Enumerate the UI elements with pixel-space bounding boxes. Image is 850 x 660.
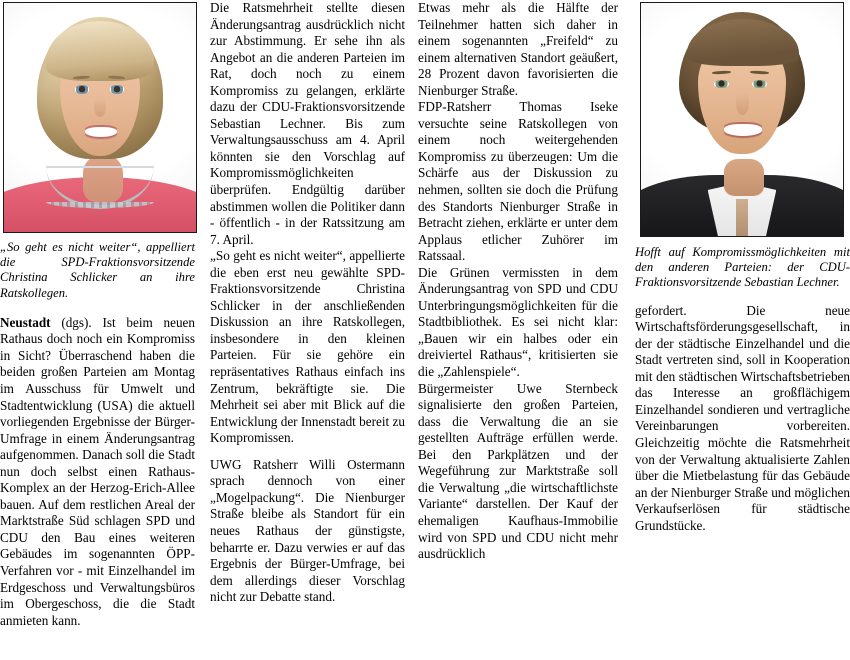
article-paragraph-lede [0, 315, 195, 629]
article-paragraph-c3-1: Etwas mehr als die Hälfte der Teilnehmer hatten sich daher in einem sogenannten „Freifeld“ zu einem alternativen Standort geäußert, 28 Prozent davon favorisierten die Nienburger Straße. [418, 0, 618, 98]
article-paragraph-c2-2: „So geht es nicht weiter“, appellierte die eben erst neu gewählte SPD-Fraktionsvorsitzende Christina Schlicker in der anschließenden Diskussion an ihre Ratskollegen, insbesondere in den kleinen Parteien. Für sie gehöre ein repräsentatives Rathaus einfach ins Zentrum, bekräftigte sie. Die Mehrheit sei aber mit Blick auf die Entwicklung der Innenstadt bereit zu Kompromissen. [210, 248, 405, 446]
article-paragraph-c2-1: Die Ratsmehrheit stellte diesen Änderungsantrag ausdrücklich nicht zur Abstimmung. Er sehe ihn als Angebot an die anderen Parteien im Rat, doch noch zu einem Kompromiss zu gelangen, erklärte dazu der CDU-Fraktionsvorsitzende Sebastian Lechner. Bis zum Verwaltungsausschuss am 4. April könnten sie den Vorschlag auf Kompromissmöglichkeiten überprüfen. Endgültig darüber abstimmen wollen die Politiker dann - öffentlich - in der Ratssitzung am 7. April. [210, 0, 405, 247]
photo-eye-left [714, 80, 729, 88]
dateline: Neustadt [0, 314, 51, 330]
photo-neck [724, 159, 764, 196]
article-column-4 [630, 0, 850, 660]
portrait-image-a [4, 3, 196, 232]
article-paragraph-c3-2: FDP-Ratsherr Thomas Iseke versuchte seine Ratskollegen von einem noch weitergehenden Kompromiss zu überzeugen: Um die Schärfe aus der Diskussion zu nehmen, sollten sie doch die Prüfung des Standorts Nienburger Straße in Betracht ziehen, erklärte er unter dem Applaus etlicher Zuhörer im Ratssaal. [418, 99, 618, 264]
photo-eye-right [110, 85, 124, 93]
photo-caption-sebastian-lechner: Hofft auf Kompromissmöglichkeiten mit den anderen Parteien: der CDU-Fraktionsvorsitzende Sebastian Lechner. [635, 245, 850, 290]
article-paragraph-c4-1: gefordert. Die neue Wirtschaftsförderungsgesellschaft, in der der städtische Einzelhandel und die Stadt vertreten sind, soll in Kooperation mit den städtischen Wirtschaftsbetrieben das Interesse an großflächigem Einzelhandel sondieren und vertragliche Vereinbarungen vorbereiten. Gleichzeitig möchte die Ratsmehrheit von der Verwaltung aktualisierte Zahlen über die Mietbelastung für das Gebäude an der Nienburger Straße und möglichen Verkaufserlösen für städtische Grundstücke. [635, 302, 850, 533]
photo-necklace [46, 166, 154, 209]
dateline-credit-wrap [51, 315, 92, 330]
photo-caption-christina-schlicker: „So geht es nicht weiter“, appelliert die SPD-Fraktionsvorsitzende Christina Schlicker an ihre Ratskollegen. [0, 240, 195, 300]
photo-mouth [85, 127, 118, 137]
portrait-image-b [641, 3, 843, 236]
article-paragraph-c3-3: Die Grünen vermissten in dem Änderungsantrag von SPD und CDU Unterbringungsmöglichkeiten für die Stadtbibliothek. Es sei nicht klar: „Bauen wir ein halbes oder ein dreiviertel Rathaus“, kritisierten sie die „Zahlenspiele“. [418, 264, 618, 380]
article-column-1 [0, 0, 207, 660]
photo-eye-left [75, 85, 89, 93]
lede-body: Ist beim neuen Rathaus doch noch ein Kompromiss in Sicht? Überraschend haben die beiden großen Parteien am Montag im Ausschuss für Umwelt und Stadtentwicklung (USA) die aktuell vorliegenden Ergebnisse der Bürger-Umfrage in einem Änderungsantrag aufgenommen. Danach soll die Stadt nun doch selbst einen Rathaus-Komplex an der Herzog-Erich-Allee bauen. Auf dem restlichen Areal der Marktstraße Süd schlagen SPD und CDU den Bau eines weiteren Gebäudes im sogenannten ÖPP-Verfahren vor - mit Einzelhandel im Erdgeschoss und Verwaltungsbüros im Obergeschoss, die die Stadt anmieten kann. [0, 314, 196, 628]
dateline-credit: (dgs). [61, 314, 92, 330]
photo-eye-right [752, 80, 767, 88]
article-column-2 [207, 0, 415, 660]
photo-collar-gap [736, 199, 748, 236]
portrait-photo-christina-schlicker [3, 2, 197, 233]
photo-nose [94, 97, 106, 118]
portrait-photo-sebastian-lechner [640, 2, 844, 237]
photo-nose [736, 92, 749, 115]
article-column-3 [415, 0, 630, 660]
photo-mouth [724, 124, 762, 136]
article-paragraph-c3-4: Bürgermeister Uwe Sternbeck signalisierte den großen Parteien, dass die Verwaltung die an sie gestellten Aufträge erfüllen werde. Bei den Parkplätzen und der Wegeführung zur Marktstraße soll die Verwaltung „die wirtschaftlichste Variante“ darstellen. Der Kauf der ehemaligen Kaufhaus-Immobilie wird von SPD und CDU nicht mehr ausdrücklich [418, 380, 618, 562]
article-paragraph-c2-3: UWG Ratsherr Willi Ostermann sprach dennoch von einer „Mogelpackung“. Die Nienburger Straße bleibe als Standort für ein neues Rathaus der günstigste, beharrte er. Dazu verwies er auf das Ergebnis der Bürger-Umfrage, bei dem allerdings dieser Vorschlag nicht zur Debatte stand. [210, 456, 405, 605]
